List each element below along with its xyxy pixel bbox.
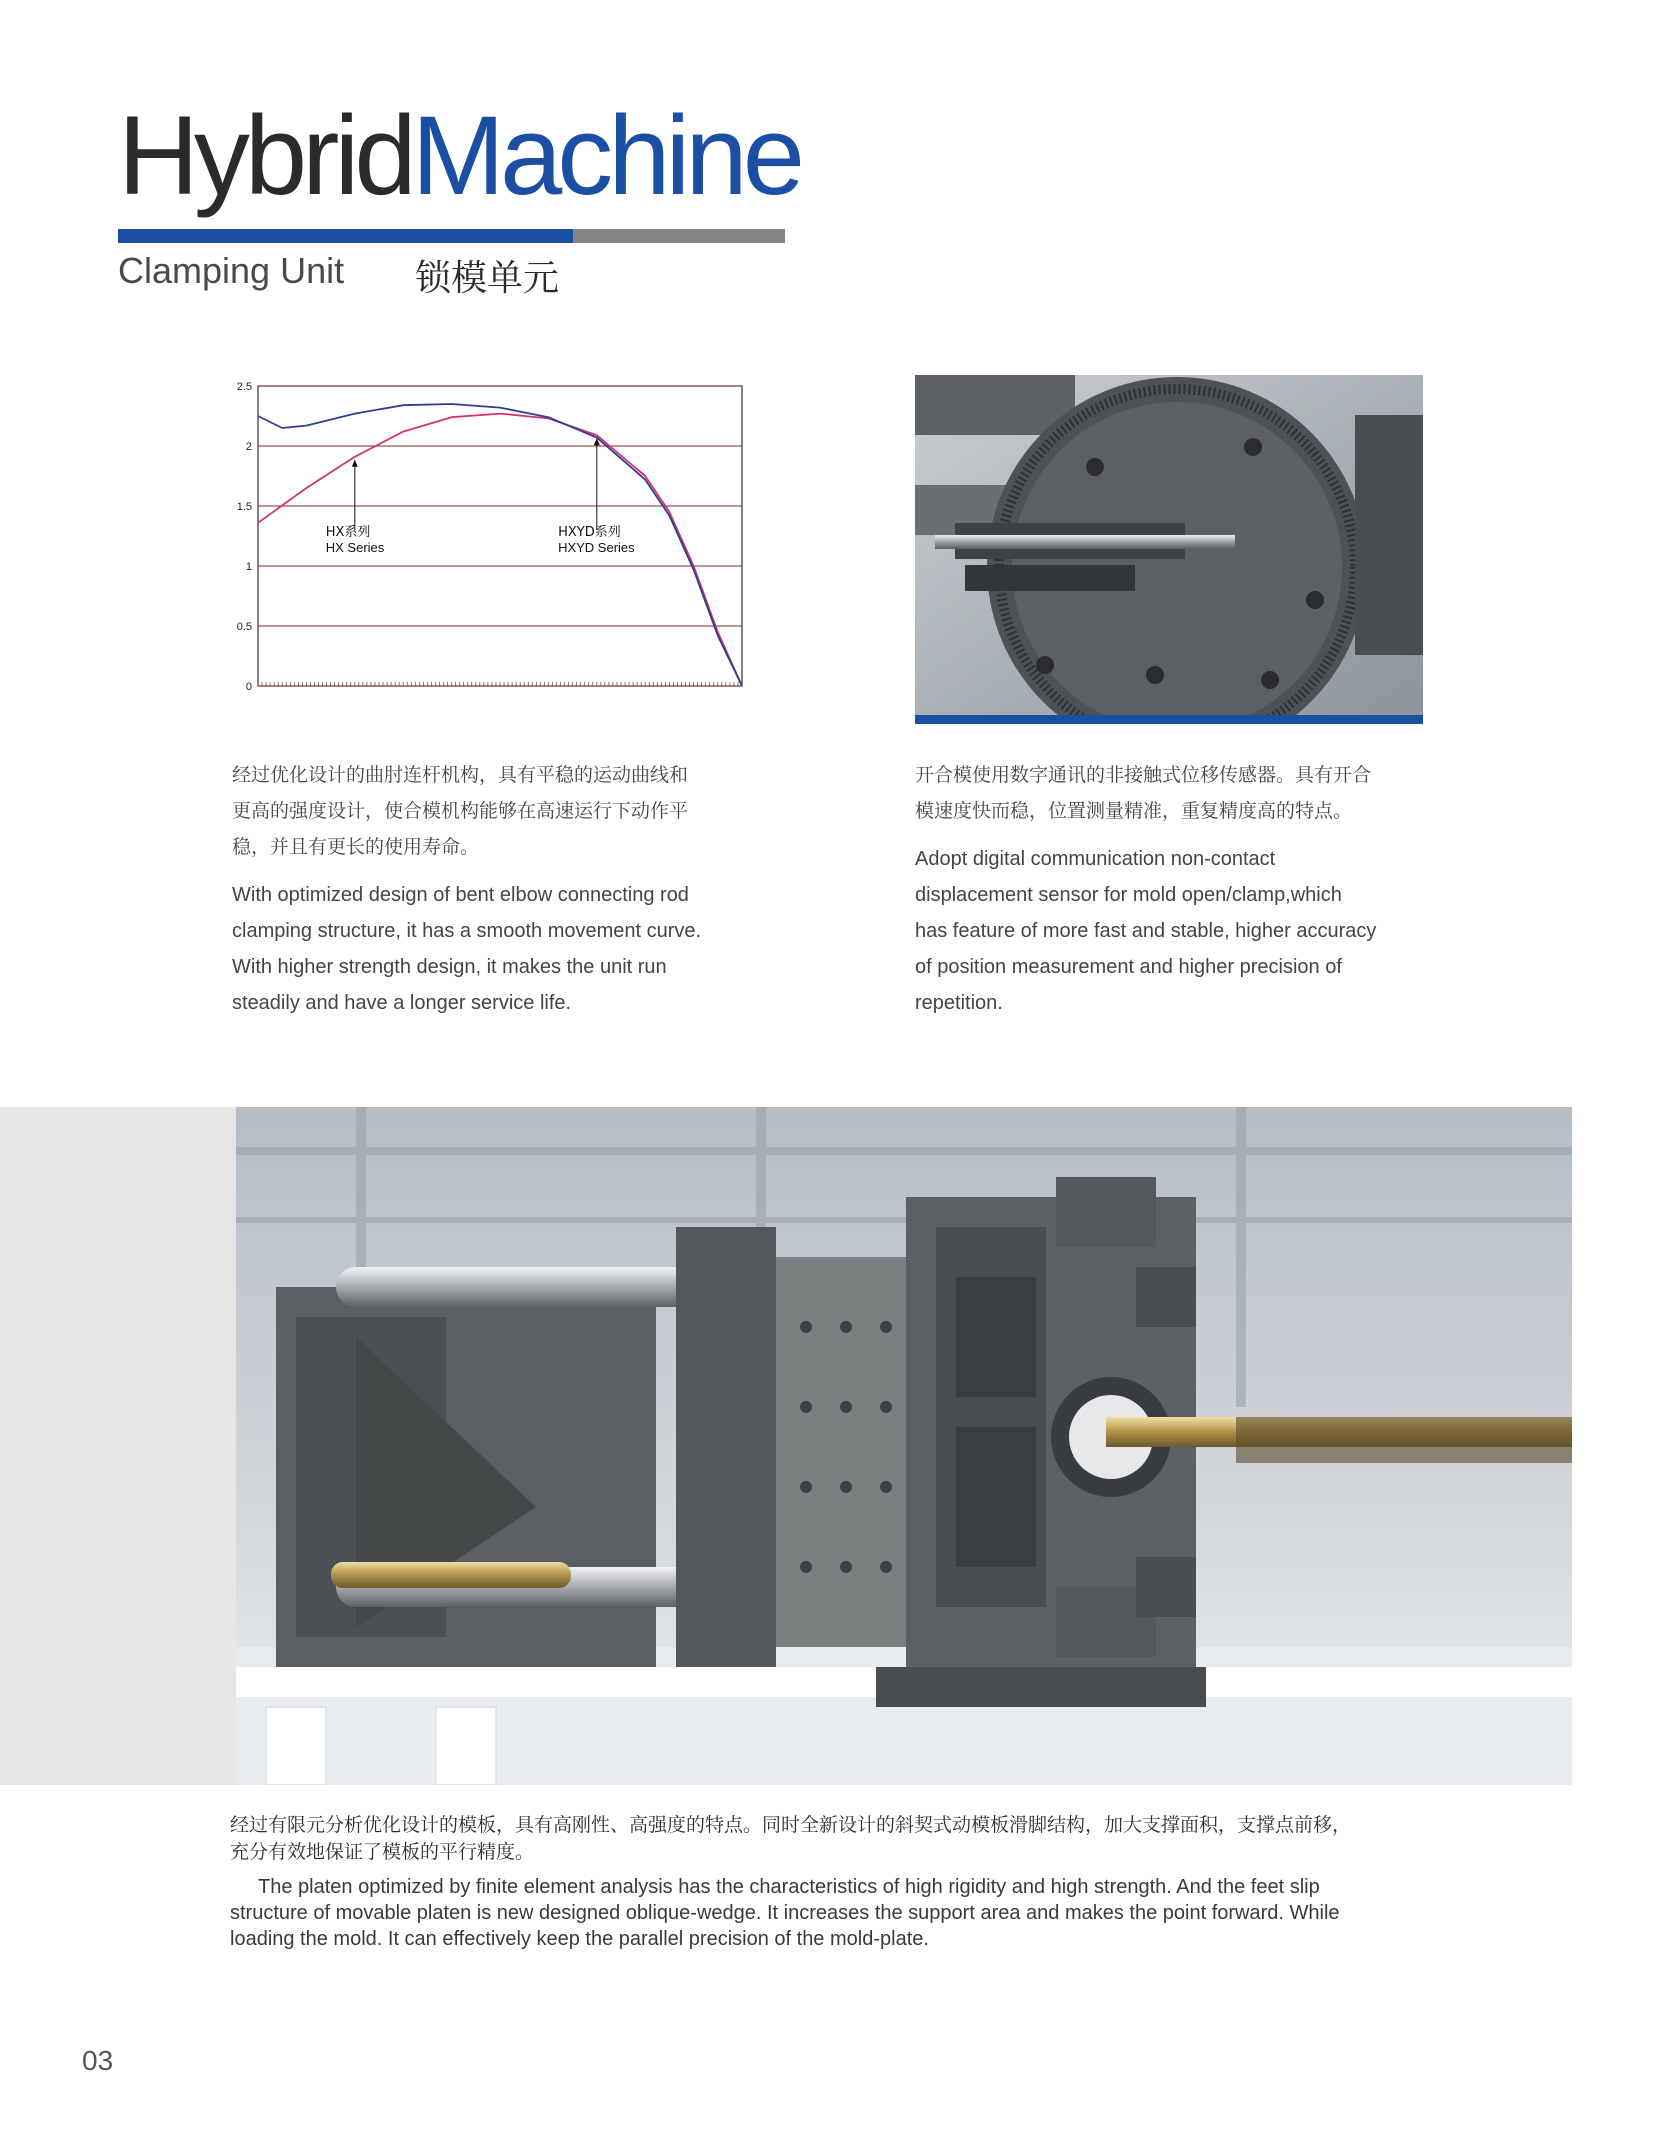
right-en-line: of position measurement and higher precision of <box>915 956 1342 978</box>
chart-y-tick-label: 1 <box>245 561 252 573</box>
bottom-en-line: structure of movable platen is new designed oblique-wedge. It increases the support area and makes the point forward. While <box>230 1902 1340 1924</box>
right-en-line: has feature of more fast and stable, higher accuracy <box>915 920 1377 942</box>
left-zh-line: 稳，并且有更长的使用寿命。 <box>232 836 480 858</box>
chart-annotation-label: HXYD Series <box>558 540 635 555</box>
chart-y-tick-label: 2.5 <box>236 381 252 393</box>
right-text-block <box>915 757 1435 1021</box>
left-zh-line: 更高的强度设计，使合模机构能够在高速运行下动作平 <box>232 800 689 822</box>
chart-y-ticks <box>237 381 252 693</box>
right-zh-line: 模速度快而稳，位置测量精准，重复精度高的特点。 <box>915 800 1353 822</box>
page-number: 03 <box>82 2045 114 2076</box>
right-en-line: displacement sensor for mold open/clamp,which <box>915 884 1342 906</box>
bottom-en-block <box>230 1874 1440 1952</box>
side-gray-panel <box>0 1107 236 1785</box>
chart-annotation-label: HX Series <box>325 540 385 555</box>
clamping-speed-chart <box>222 370 752 700</box>
bottom-zh-block <box>230 1812 1430 1866</box>
sensor-photo <box>915 375 1423 723</box>
subtitle-chinese: 锁模单元 <box>415 258 560 299</box>
bottom-en-line: loading the mold. It can effectively keep the parallel precision of the mold-plate. <box>230 1928 929 1950</box>
chart-y-tick-label: 0.5 <box>236 621 252 633</box>
left-en-line: steadily and have a longer service life. <box>232 992 572 1014</box>
left-text-block <box>232 757 752 1021</box>
left-en-line: clamping structure, it has a smooth movement curve. <box>232 920 702 942</box>
chart-y-tick-label: 1.5 <box>236 501 252 513</box>
chart-y-tick-label: 0 <box>245 681 252 693</box>
page-title <box>118 93 800 218</box>
photo-accent-bar <box>915 715 1423 724</box>
chart-annotation-label: HX系列 <box>325 525 371 540</box>
bottom-en-line: The platen optimized by finite element analysis has the characteristics of high rigidity and high strength. And the feet slip <box>258 1876 1320 1898</box>
chart-y-tick-label: 2 <box>245 441 252 453</box>
right-zh-line: 开合模使用数字通讯的非接触式位移传感器。具有开合 <box>915 764 1372 786</box>
title-hybrid: Hybrid <box>118 93 412 218</box>
title-underline-gray <box>573 229 785 243</box>
bottom-zh-line: 经过有限元分析优化设计的模板，具有高刚性、高强度的特点。同时全新设计的斜契式动模板滑脚结构，加大支撑面积，支撑点前移， <box>230 1814 1352 1836</box>
title-underline-blue <box>118 229 573 243</box>
right-en-line: repetition. <box>915 992 1003 1014</box>
right-en-line: Adopt digital communication non-contact <box>915 848 1276 870</box>
title-machine: Machine <box>411 93 800 218</box>
left-en-line: With optimized design of bent elbow connecting rod <box>232 884 689 906</box>
chart-annotation-label: HXYD系列 <box>558 525 621 540</box>
machine-photo <box>236 1107 1572 1785</box>
subtitle-english: Clamping Unit <box>118 250 345 291</box>
left-en-line: With higher strength design, it makes the unit run <box>232 956 667 978</box>
bottom-zh-line: 充分有效地保证了模板的平行精度。 <box>230 1841 535 1863</box>
left-zh-line: 经过优化设计的曲肘连杆机构，具有平稳的运动曲线和 <box>232 764 689 786</box>
